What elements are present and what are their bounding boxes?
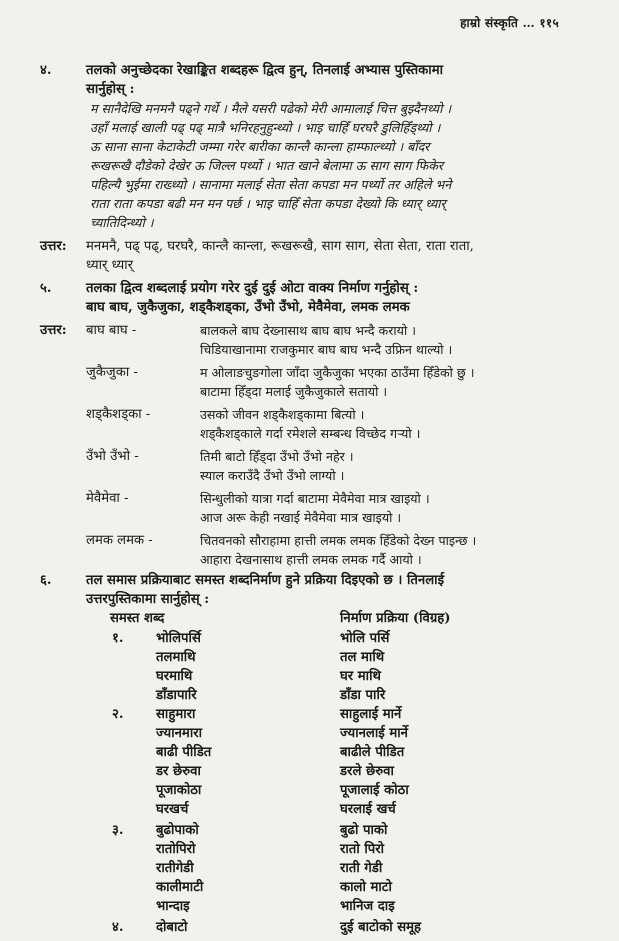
q6-process-text: डाँडा पारि: [340, 688, 386, 703]
q6-group-number: ३.: [112, 823, 124, 838]
q6-compound-word: डर छेरुवा: [156, 764, 201, 779]
q6-process-text: रातो पिरो: [340, 842, 385, 857]
q5-word: लमक लमक -: [86, 533, 153, 548]
q5-sentence: म ओलाङचुङगोला जाँदा जुकैजुका भएका ठाउँमा हिँडेको छु ।: [200, 365, 475, 380]
q6-number: ६.: [40, 573, 52, 588]
q5-sentence: बालकले बाघ देख्नासाथ बाघ बाघ भन्दै करायो ।: [200, 323, 416, 338]
q5-title-line1: तलका द्वित्व शब्दलाई प्रयोग गरेर दुई दुई ओटा वाक्य निर्माण गर्नुहोस् :: [86, 281, 419, 296]
q6-process-text: घरलाई खर्च: [340, 802, 396, 817]
q6-process-text: ज्यानलाई मार्ने: [340, 726, 408, 741]
q5-sentence: आहारा देखनासाथ हात्ती लमक लमक गर्दै आयो ।: [200, 552, 422, 567]
q5-word: उँभो उँभो -: [86, 449, 139, 464]
q6-compound-word: घरखर्च: [156, 802, 189, 817]
q6-process-text: तल माथि: [340, 650, 385, 665]
q6-compound-word: तलमाथि: [156, 650, 196, 665]
q5-sentence: आज अरू केही नखाई मेवैमेवा मात्र खाइयो ।: [200, 510, 402, 525]
q4-para-line: पहिल्यै भुईमा राख्थ्यो । सानामा मलाई सेता सेता कपडा मन पर्थ्यो तर अहिले भने: [90, 177, 452, 192]
q6-group-number: ४.: [112, 920, 124, 935]
q6-compound-word: घरमाथि: [156, 669, 193, 684]
q4-para-line: राता राता कपडा बढी मन मन पर्छ । भाइ चाहिँ सेता कपडा देख्यो कि ध्यार् ध्यार्: [90, 196, 446, 211]
q6-group-number: १.: [112, 631, 124, 646]
q6-compound-word: साहुमारा: [156, 707, 196, 722]
q4-title-line2: सार्नुहोस् :: [86, 82, 135, 97]
q5-word: बाघ बाघ -: [86, 323, 137, 338]
q6-compound-word: रातोपिरो: [156, 842, 196, 857]
q5-word: शड्कैशड्का -: [86, 407, 151, 422]
q4-para-line: म सानैदेखि मनमनै पढ्ने गर्थे । मैले यसरी पढेको मेरी आमालाई चित्त बुझ्दैनथ्यो ।: [90, 101, 452, 116]
q6-col-header-compound: समस्त शब्द: [110, 611, 165, 626]
q6-process-text: दुई बाटोको समूह: [340, 920, 422, 935]
q4-para-line: ऊ साना साना केटाकेटी जम्मा गरेर बारीका कान्लै कान्ला हाम्फाल्थ्यो । बाँदर: [90, 139, 430, 154]
q6-title-line1: तल समास प्रक्रियाबाट समस्त शब्दनिर्माण हुने प्रक्रिया दिइएको छ । तिनलाई: [86, 573, 445, 588]
q6-col-header-process: निर्माण प्रक्रिया (विग्रह): [340, 611, 451, 626]
q6-compound-word: डाँडापारि: [156, 688, 197, 703]
q6-compound-word: बाढी पीडित: [156, 745, 212, 760]
q5-sentence: बाटामा हिँड्दा मलाई जुकैजुकाले सतायो ।: [200, 384, 388, 399]
q6-group-number: २.: [112, 707, 124, 722]
q6-process-text: पूजालाई कोठा: [340, 783, 409, 798]
q6-compound-word: भोलिपर्सि: [156, 631, 201, 646]
q5-sentence: चितवनको सौराहामा हात्ती लमक लमक हिँडेको देख्न पाइन्छ ।: [200, 533, 477, 548]
q4-answer-line2: ध्यार् ध्यार्: [86, 258, 134, 273]
q4-para-line: रूखरूखै दौडेको देखेर ऊ जिल्ल पर्थ्यो । भात खाने बेलामा ऊ साग साग फिकेर: [90, 158, 444, 173]
q5-sentence: सिन्धुलीको यात्रा गर्दा बाटामा मेवैमेवा मात्र खाइयो ।: [200, 491, 430, 506]
q5-answer-label: उत्तर:: [40, 323, 67, 338]
q4-answer-label: उत्तर:: [40, 239, 67, 254]
q4-title-line1: तलको अनुच्छेदका रेखाङ्कित शब्दहरू द्वित्व हुन्, तिनलाई अभ्यास पुस्तिकामा: [86, 63, 444, 78]
page-header: हाम्रो संस्कृति … ११५: [460, 16, 559, 30]
q6-process-text: बाढीले पीडित: [340, 745, 405, 760]
q6-compound-word: बुढोपाको: [156, 823, 199, 838]
q6-compound-word: ज्यानमारा: [156, 726, 203, 741]
q5-sentence: चिडियाखानामा राजकुमार बाघ बाघ भन्दै उफ्रिन थाल्यो ।: [200, 342, 453, 357]
q6-compound-word: दोबाटो: [156, 920, 188, 935]
q6-process-text: राती गेडी: [340, 861, 383, 876]
q5-word: जुकैजुका -: [86, 365, 138, 380]
q6-compound-word: भान्दाइ: [156, 899, 190, 914]
q4-para-line: च्यातिदिन्थ्यो ।: [90, 215, 154, 230]
q5-word: मेवैमेवा -: [86, 491, 129, 506]
q5-sentence: स्याल कराउँदै उँभो उँभो लाग्यो ।: [200, 468, 345, 483]
q6-process-text: डरले छेरुवा: [340, 764, 394, 779]
q6-process-text: भोलि पर्सि: [340, 631, 390, 646]
q5-sentence: तिमी बाटो हिँड्दा उँभो उँभो नहेर ।: [200, 449, 354, 464]
q5-number: ५.: [40, 281, 52, 296]
q6-compound-word: पूजाकोठा: [156, 783, 202, 798]
q6-process-text: बुढो पाको: [340, 823, 388, 838]
q5-sentence: उसको जीवन शड्कैशड्कामा बित्यो ।: [200, 407, 365, 422]
q6-title-line2: उत्तरपुस्तिकामा सार्नुहोस् :: [86, 592, 210, 607]
q6-compound-word: कालीमाटी: [156, 880, 204, 895]
q6-compound-word: रातीगेडी: [156, 861, 194, 876]
q4-number: ४.: [40, 63, 52, 78]
q6-process-text: साहुलाई मार्ने: [340, 707, 402, 722]
q4-para-line: उहाँ मलाई खाली पढ् पढ् मात्रै भनिरहनुहुन्थ्यो । भाइ चाहिँ घरघरै डुलिहिँड्थ्यो ।: [90, 120, 441, 135]
q6-process-text: भानिज दाइ: [340, 899, 395, 914]
q6-process-text: घर माथि: [340, 669, 381, 684]
q6-process-text: कालो माटो: [340, 880, 392, 895]
q4-answer-line1: मनमनै, पढ् पढ्, घरघरै, कान्लै कान्ला, रूखरूखै, साग साग, सेता सेता, राता राता,: [86, 239, 474, 254]
q5-sentence: शड्कैशड्काले गर्दा रमेशले सम्बन्ध विच्छेद गऱ्यो ।: [200, 426, 421, 441]
q5-title-line2: बाघ बाघ, जुकैजुका, शड्कैशड्का, उँभो उँभो, मेवैमेवा, लमक लमक: [86, 300, 410, 315]
